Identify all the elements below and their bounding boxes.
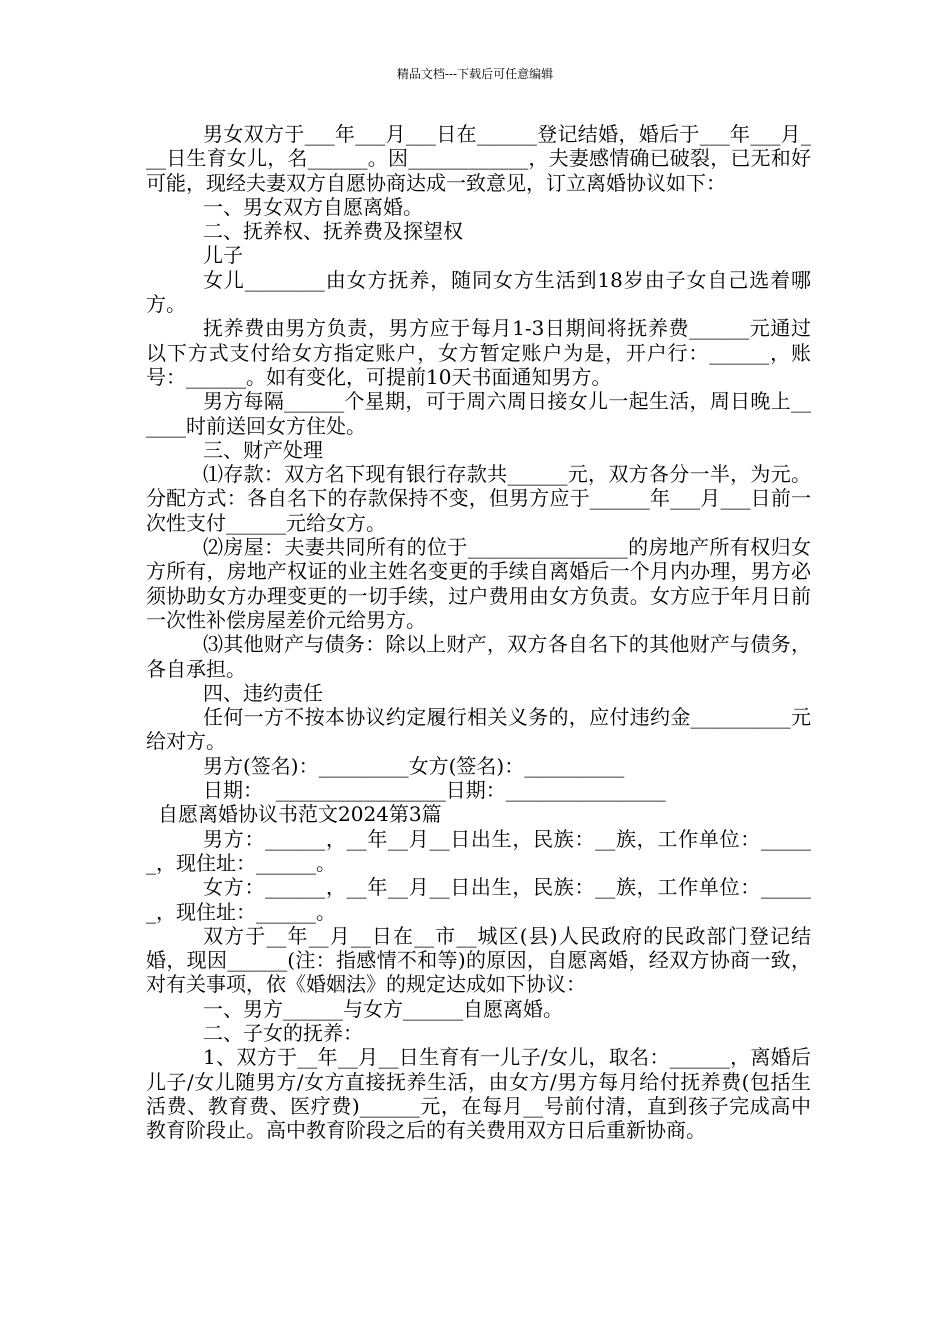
paragraph-support-payment: 抚养费由男方负责，男方应于每月1-3日期间将抚养费______元通过以下方式支付给女方指定账户，女方暂定账户为是，开户行：______，账号：______。如有变化，可提前10天书面通知男方。	[146, 316, 811, 389]
paragraph-clause-1: 一、男方______与女方______自愿离婚。	[203, 996, 563, 1021]
paragraph-visitation: 男方每隔______个星期，可于周六周日接女儿一起生活，周日晚上______时前送回女方住处。	[146, 389, 811, 438]
paragraph-female-party: 女方：______，__年__月__日出生，民族：__族，工作单位：______，现住址：______。	[146, 875, 811, 924]
document-body	[146, 122, 811, 1142]
paragraph-penalty: 任何一方不按本协议约定履行相关义务的，应付违约金__________元给对方。	[146, 705, 811, 754]
paragraph-article-4-heading: 四、违约责任	[203, 680, 323, 705]
paragraph-other-property: ⑶其他财产与债务：除以上财产，双方各自名下的其他财产与债务，各自承担。	[146, 632, 811, 681]
paragraph-house: ⑵房屋：夫妻共同所有的位于________________的房地产所有权归女方所有，房地产权证的业主姓名变更的手续自离婚后一个月内办理，男方必须协助女方办理变更的一切手续，过户费用由女方负责。女方应于年月日前一次性补偿房屋差价元给男方。	[146, 535, 811, 632]
date-line: 日期： _________________日期：________________	[203, 778, 666, 803]
paragraph-child-custody: 1、双方于__年__月__日生育有一儿子/女儿，取名：______，离婚后儿子/女儿随男方/女方直接抚养生活，由女方/男方每月给付抚养费(包括生活费、教育费、医疗费)______元，在每月__号前付清，直到孩子完成高中教育阶段止。高中教育阶段之后的有关费用双方日后重新协商。	[146, 1045, 811, 1143]
paragraph-intro: 男女双方于___年___月___日在______登记结婚，婚后于___年___月___日生育女儿，名______。因____________，夫妻感情确已破裂，已无和好可能，现经夫妻双方自愿协商达成一致意见，订立离婚协议如下：	[146, 122, 811, 195]
paragraph-article-1: 一、男女双方自愿离婚。	[203, 194, 423, 219]
paragraph-article-3-heading: 三、财产处理	[203, 437, 323, 462]
section-title: 自愿离婚协议书范文2024第3篇	[158, 802, 442, 827]
paragraph-deposits: ⑴存款：双方名下现有银行存款共______元，双方各分一半，为元。分配方式：各自名下的存款保持不变，但男方应于______年___月___日前一次性支付______元给女方。	[146, 462, 811, 535]
paragraph-daughter: 女儿________由女方抚养，随同女方生活到18岁由子女自己选着哪方。	[146, 267, 811, 317]
paragraph-article-2-heading: 二、抚养权、抚养费及探望权	[203, 219, 463, 244]
page-header: 精品文档---下载后可任意编辑	[396, 67, 554, 81]
paragraph-male-party: 男方：______，__年__月__日出生，民族：__族，工作单位：______，现住址：______。	[146, 826, 811, 875]
paragraph-clause-2-heading: 二、子女的抚养：	[203, 1020, 363, 1045]
paragraph-marriage-reason: 双方于__年__月__日在__市__城区(县)人民政府的民政部门登记结婚，现因______(注：指感情不和等)的原因，自愿离婚，经双方协商一致，对有关事项，依《婚姻法》的规定达成如下协议：	[146, 923, 811, 997]
signature-line: 男方(签名)：_________女方(签名)：__________	[203, 753, 625, 778]
paragraph-son: 儿子	[203, 243, 243, 268]
